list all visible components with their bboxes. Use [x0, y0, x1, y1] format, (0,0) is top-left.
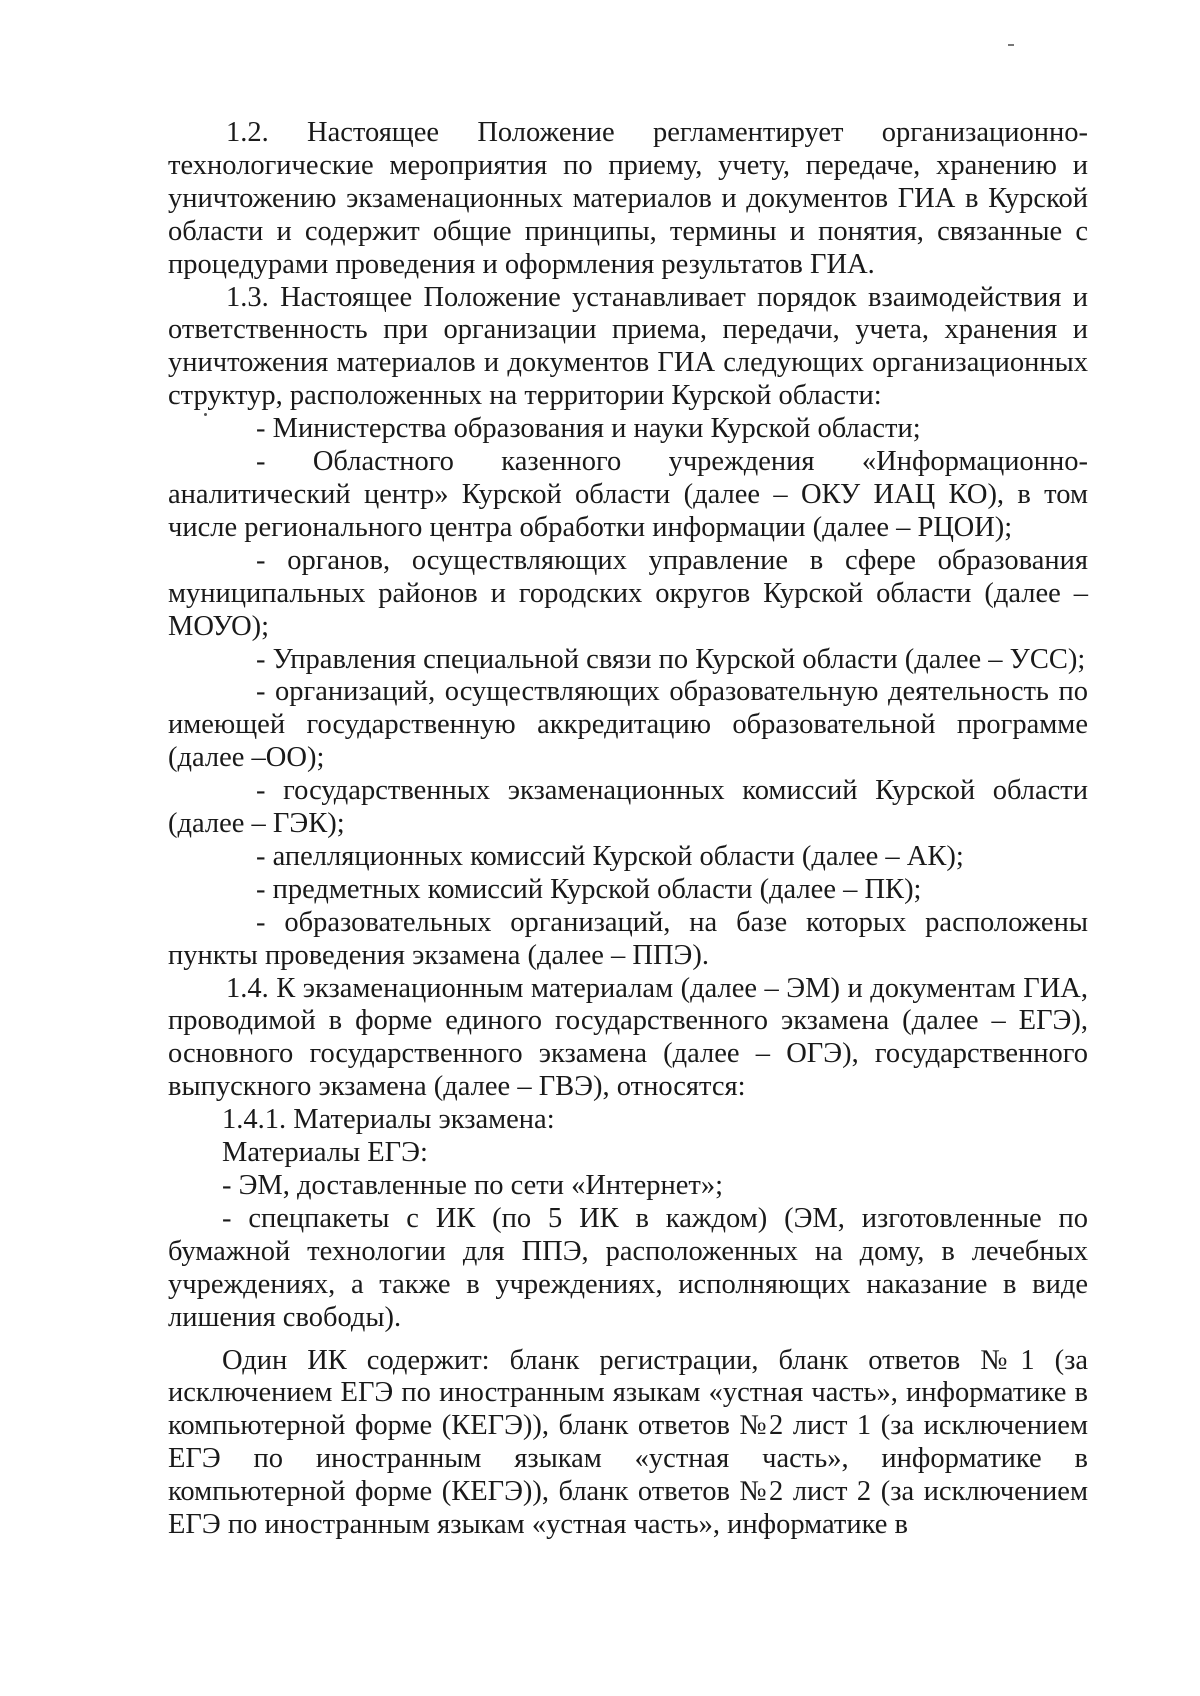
document-body	[168, 117, 1088, 1542]
list-item-pk: - предметных комиссий Курской области (далее – ПК);	[256, 873, 922, 905]
list-item-ppe: - образовательных организаций, на базе которых расположены пункты проведения экзамена (далее – ППЭ).	[168, 906, 1088, 971]
list-item-specpackets: - спецпакеты с ИК (по 5 ИК в каждом) (ЭМ, изготовленные по бумажной технологии для ППЭ, расположенных на дому, в лечебных учреждениях, а также в учреждениях, исполняющих наказание в виде лишения свободы).	[168, 1202, 1088, 1333]
materials-ege-heading: Материалы ЕГЭ:	[222, 1137, 428, 1169]
list-item-em-internet: - ЭМ, доставленные по сети «Интернет»;	[222, 1170, 724, 1201]
scan-speck	[1008, 44, 1014, 46]
list-item-ak: - апелляционных комиссий Курской области (далее – АК);	[256, 840, 964, 872]
list-item-mouo: - органов, осуществляющих управление в сфере образования муниципальных районов и городских округов Курской области (далее – МОУО);	[168, 544, 1088, 642]
paragraph-1-4-1: 1.4.1. Материалы экзамена:	[222, 1104, 555, 1136]
list-item-uss: - Управления специальной связи по Курской области (далее – УСС);	[256, 643, 1086, 675]
paragraph-1-4: 1.4. К экзаменационным материалам (далее – ЭМ) и документам ГИА, проводимой в форме единого государственного экзамена (далее – ЕГЭ), основного государственного экзамена (далее – ОГЭ), государственного выпускного экзамена (далее – ГВЭ), относятся:	[168, 972, 1088, 1103]
paragraph-ik-contents: Один ИК содержит: бланк регистрации, бланк ответов №1 (за исключением ЕГЭ по иностранным языкам «устная часть», информатике в компьютерной форме (КЕГЭ)), бланк ответов №2 лист 1 (за исключением ЕГЭ по иностранным языкам «устная часть», информатике в компьютерной форме (КЕГЭ)), бланк ответов №2 лист 2 (за исключением ЕГЭ по иностранным языкам «устная часть», информатике в	[168, 1344, 1088, 1541]
list-item-oo: - организаций, осуществляющих образовательную деятельность по имеющей государственную аккредитацию образовательной программе (далее –ОО);	[168, 676, 1088, 774]
paragraph-1-3: 1.3. Настоящее Положение устанавливает порядок взаимодействия и ответственность при организации приема, передачи, учета, хранения и уничтожения материалов и документов ГИА следующих организационных структур, расположенных на территории Курской области:	[168, 281, 1088, 412]
list-item-gek: - государственных экзаменационных комиссий Курской области (далее – ГЭК);	[168, 775, 1088, 840]
list-item-oku-iac: - Областного казенного учреждения «Информационно-аналитический центр» Курской области (далее – ОКУ ИАЦ КО), в том числе регионального центра обработки информации (далее – РЦОИ);	[168, 446, 1088, 543]
paragraph-1-2: 1.2. Настоящее Положение регламентирует организационно-технологические мероприятия по приему, учету, передаче, хранению и уничтожению экзаменационных материалов и документов ГИА в Курской области и содержит общие принципы, термины и понятия, связанные с процедурами проведения и оформления результатов ГИА.	[168, 117, 1088, 280]
list-item-ministry: - Министерства образования и науки Курской области;	[256, 413, 921, 445]
